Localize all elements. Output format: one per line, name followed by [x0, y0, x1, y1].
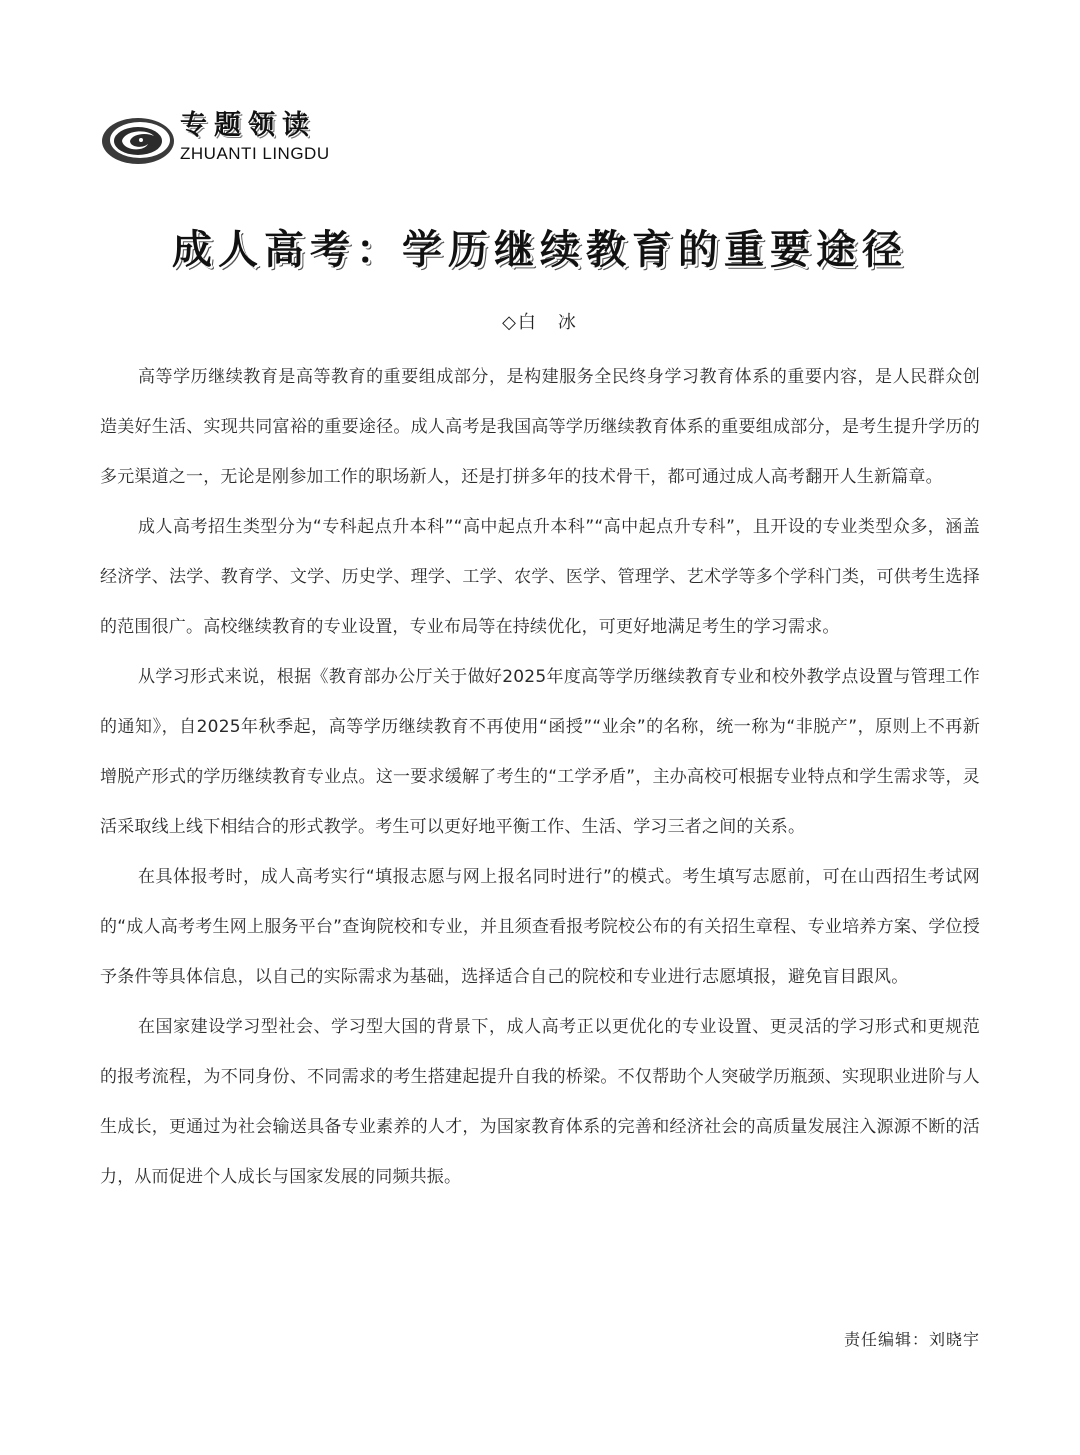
- paragraph-4: 在具体报考时，成人高考实行“填报志愿与网上报名同时进行”的模式。考生填写志愿前，可在山西招生考试网的“成人高考考生网上服务平台”查询院校和专业，并且须查看报考院校公布的有关招生章程、专业培养方案、学位授予条件等具体信息，以自己的实际需求为基础，选择适合自己的院校和专业进行志愿填报，避免盲目跟风。: [100, 867, 980, 987]
- swirl-icon: [100, 114, 176, 166]
- article-body: [100, 352, 980, 1202]
- paragraph-5: 在国家建设学习型社会、学习型大国的背景下，成人高考正以更优化的专业设置、更灵活的学习形式和更规范的报考流程，为不同身份、不同需求的考生搭建起提升自我的桥梁。不仅帮助个人突破学历瓶颈、实现职业进阶与人生成长，更通过为社会输送具备专业素养的人才，为国家教育体系的完善和经济社会的高质量发展注入源源不断的活力，从而促进个人成长与国家发展的同频共振。: [100, 1017, 980, 1187]
- paragraph-1: 高等学历继续教育是高等教育的重要组成部分，是构建服务全民终身学习教育体系的重要内容，是人民群众创造美好生活、实现共同富裕的重要途径。成人高考是我国高等学历继续教育体系的重要组成部分，是考生提升学历的多元渠道之一，无论是刚参加工作的职场新人，还是打拼多年的技术骨干，都可通过成人高考翻开人生新篇章。: [100, 367, 980, 487]
- paragraph-3: 从学习形式来说，根据《教育部办公厅关于做好2025年度高等学历继续教育专业和校外教学点设置与管理工作的通知》，自2025年秋季起，高等学历继续教育不再使用“函授”“业余”的名称，统一称为“非脱产”，原则上不再新增脱产形式的学历继续教育专业点。这一要求缓解了考生的“工学矛盾”，主办高校可根据专业特点和学生需求等，灵活采取线上线下相结合的形式教学。考生可以更好地平衡工作、生活、学习三者之间的关系。: [100, 667, 980, 837]
- paragraph-2: 成人高考招生类型分为“专科起点升本科”“高中起点升本科”“高中起点升专科”，且开设的专业类型众多，涵盖经济学、法学、教育学、文学、历史学、理学、工学、农学、医学、管理学、艺术学等多个学科门类，可供考生选择的范围很广。高校继续教育的专业设置，专业布局等在持续优化，可更好地满足考生的学习需求。: [100, 517, 980, 637]
- article-title: 成人高考：学历继续教育的重要途径: [172, 226, 908, 273]
- author-byline: ◇白 冰: [502, 312, 578, 333]
- column-subtitle: ZHUANTI LINGDU: [180, 144, 330, 163]
- column-logo: [100, 110, 360, 170]
- column-title: 专题领读: [180, 110, 316, 141]
- responsible-editor: 责任编辑：刘晓宇: [843, 1330, 980, 1349]
